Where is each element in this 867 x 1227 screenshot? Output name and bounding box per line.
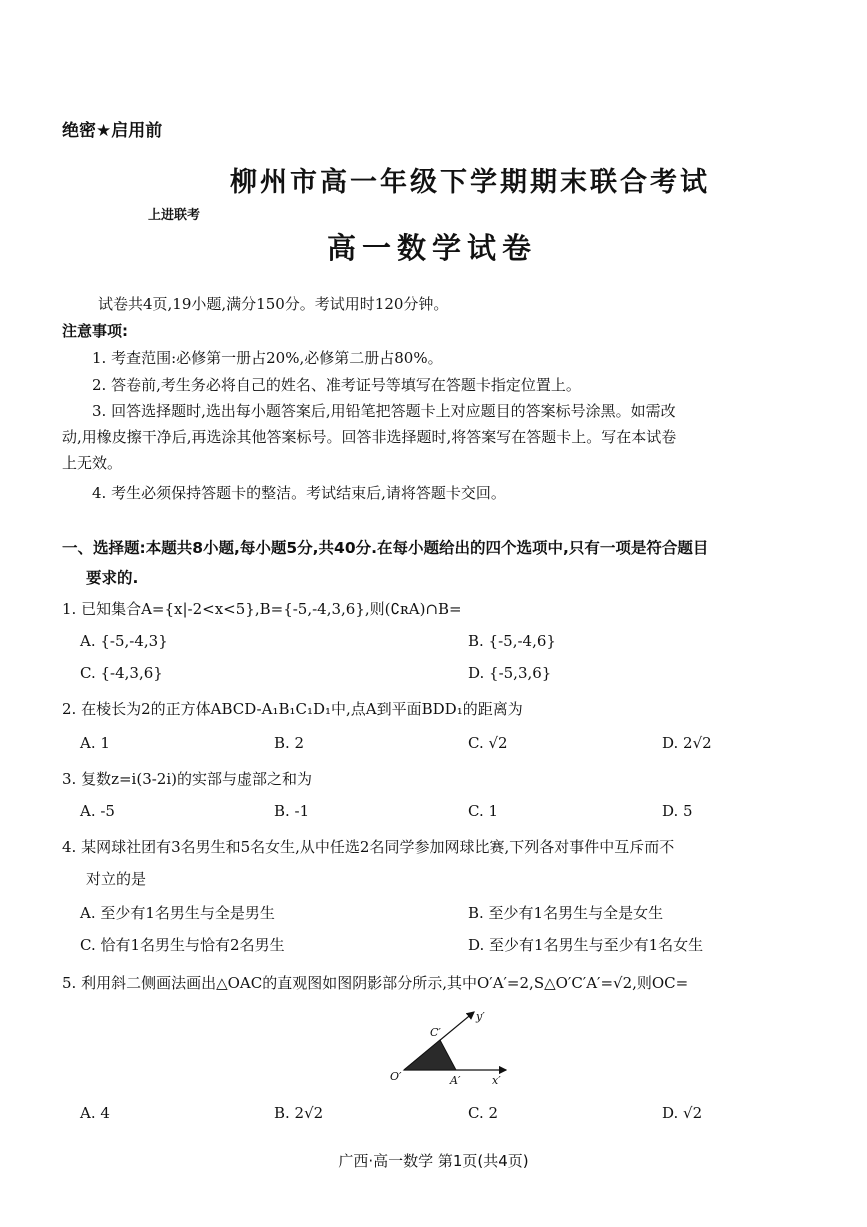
option-a: A. 至少有1名男生与全是男生	[80, 904, 275, 922]
note-item: 动,用橡皮擦干净后,再选涂其他答案标号。回答非选择题时,将答案写在答题卡上。写在本试卷	[62, 428, 677, 446]
option-a: A. 1	[80, 734, 110, 752]
option-c: C. √2	[468, 734, 508, 752]
oblique-projection-figure	[388, 1008, 520, 1094]
note-item: 1. 考查范围:必修第一册占20%,必修第二册占80%。	[92, 349, 443, 367]
page-footer: 广西·高一数学 第1页(共4页)	[338, 1152, 529, 1170]
exam-intro: 试卷共4页,19小题,满分150分。考试用时120分钟。	[98, 295, 449, 313]
option-b: B. -1	[274, 802, 310, 820]
note-item: 2. 答卷前,考生务必将自己的姓名、准考证号等填写在答题卡指定位置上。	[92, 376, 581, 394]
paper-title: 高一数学试卷	[327, 231, 538, 265]
option-d: D. {-5,3,6}	[468, 664, 552, 682]
note-item: 上无效。	[62, 454, 123, 472]
question-stem: 5. 利用斜二侧画法画出△OAC的直观图如图阴影部分所示,其中O′A′=2,S△O′C′A′=√2,则OC=	[62, 974, 689, 992]
exam-title: 柳州市高一年级下学期期末联合考试	[230, 167, 710, 198]
stamp-text: 上进联考	[148, 208, 201, 223]
option-c: C. 2	[468, 1104, 499, 1122]
note-item: 4. 考生必须保持答题卡的整洁。考试结束后,请将答题卡交回。	[92, 484, 506, 502]
question-stem-cont: 对立的是	[86, 870, 147, 888]
confidential-label: 绝密★启用前	[62, 121, 163, 141]
question-stem: 1. 已知集合A={x|-2<x<5},B={-5,-4,3,6},则(∁ʀA)∩B=	[62, 600, 462, 618]
option-c: C. 恰有1名男生与恰有2名男生	[80, 936, 285, 954]
option-d: D. 5	[662, 802, 693, 820]
label-a: A′	[450, 1074, 461, 1087]
option-d: D. 2√2	[662, 734, 712, 752]
section-heading-cont: 要求的.	[86, 569, 139, 587]
option-a: A. 4	[80, 1104, 110, 1122]
question-stem: 2. 在棱长为2的正方体ABCD-A₁B₁C₁D₁中,点A到平面BDD₁的距离为	[62, 700, 523, 718]
notes-heading: 注意事项:	[62, 322, 128, 340]
option-b: B. 2	[274, 734, 305, 752]
option-b: B. 2√2	[274, 1104, 324, 1122]
option-c: C. 1	[468, 802, 499, 820]
section-heading: 一、选择题:本题共8小题,每小题5分,共40分.在每小题给出的四个选项中,只有一项是符合题目	[62, 539, 709, 557]
label-x: x′	[492, 1074, 501, 1087]
option-b: B. 至少有1名男生与全是女生	[468, 904, 664, 922]
label-c: C′	[430, 1026, 441, 1039]
shaded-triangle	[404, 1040, 456, 1070]
option-c: C. {-4,3,6}	[80, 664, 163, 682]
label-y: y′	[476, 1010, 485, 1023]
option-a: A. -5	[80, 802, 115, 820]
option-b: B. {-5,-4,6}	[468, 632, 556, 650]
note-item: 3. 回答选择题时,选出每小题答案后,用铅笔把答题卡上对应题目的答案标号涂黑。如需改	[92, 402, 676, 420]
option-d: D. √2	[662, 1104, 703, 1122]
label-o: O′	[390, 1070, 402, 1083]
question-stem: 4. 某网球社团有3名男生和5名女生,从中任选2名同学参加网球比赛,下列各对事件中互斥而不	[62, 838, 675, 856]
question-stem: 3. 复数z=i(3-2i)的实部与虚部之和为	[62, 770, 313, 788]
option-d: D. 至少有1名男生与至少有1名女生	[468, 936, 704, 954]
option-a: A. {-5,-4,3}	[80, 632, 168, 650]
